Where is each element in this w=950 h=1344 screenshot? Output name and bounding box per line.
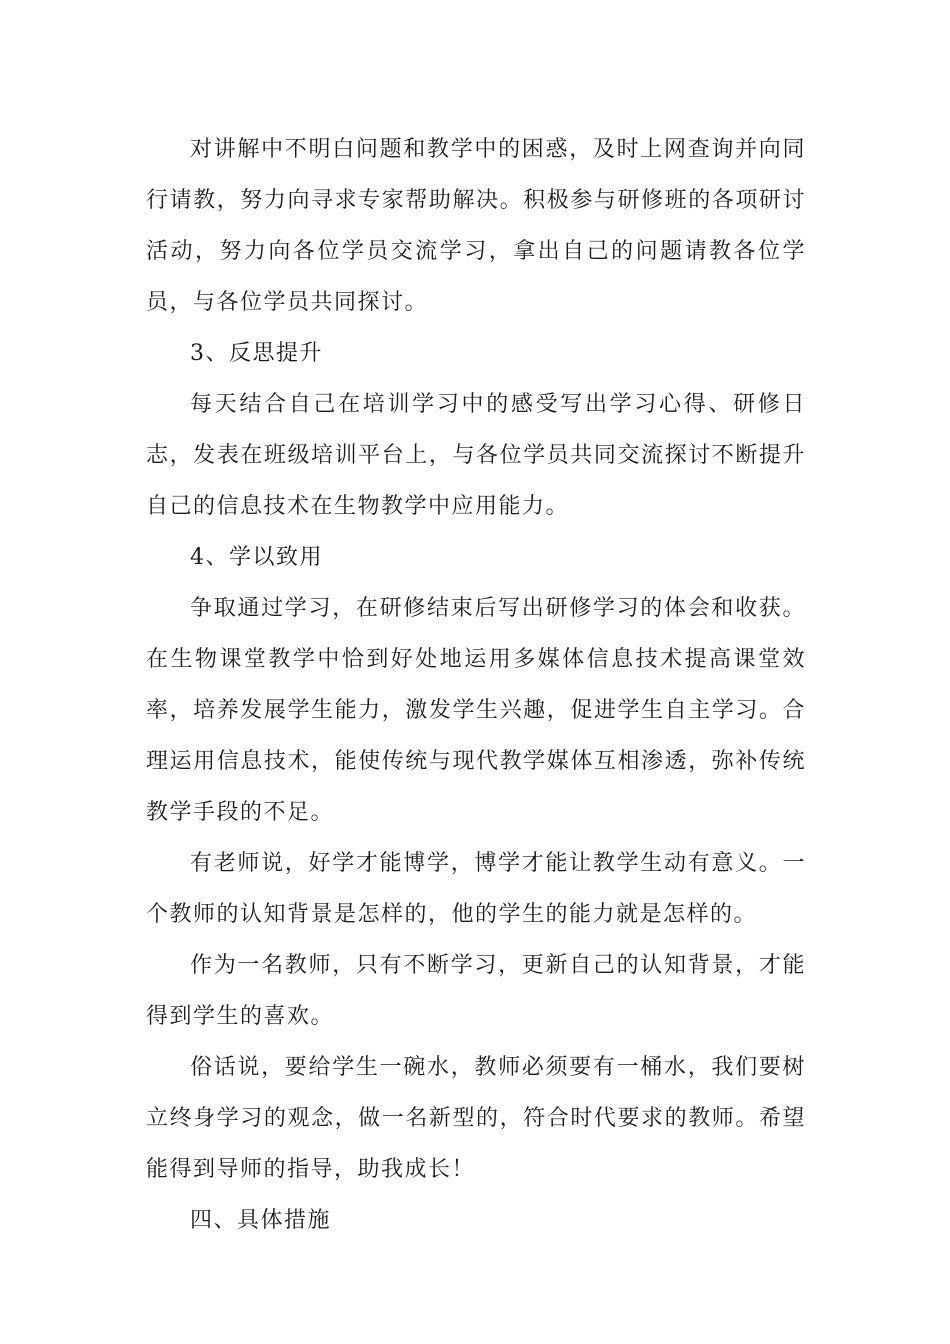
paragraph-keep-learning: 作为一名教师，只有不断学习，更新自己的认知背景，才能得到学生的喜欢。: [146, 953, 806, 1029]
paragraph-teacher-quote: 有老师说，好学才能博学，博学才能让教学生动有意义。一个教师的认知背景是怎样的，他的学生的能力就是怎样的。: [146, 851, 806, 927]
heading-reflect-improve: 3、反思提升: [190, 341, 323, 366]
heading-specific-measures: 四、具体措施: [190, 1208, 332, 1233]
paragraph-consult-experts: 对讲解中不明白问题和教学中的困惑，及时上网查询并向同行请教，努力向寻求专家帮助解决。积极参与研修班的各项研讨活动，努力向各位学员交流学习，拿出自己的问题请教各位学员，与各位学员共同探讨。: [146, 137, 806, 315]
paragraph-lifelong-learning: 俗话说，要给学生一碗水，教师必须要有一桶水，我们要树立终身学习的观念，做一名新型的，符合时代要求的教师。希望能得到导师的指导，助我成长！: [146, 1055, 806, 1182]
paragraph-daily-reflection: 每天结合自己在培训学习中的感受写出学习心得、研修日志，发表在班级培训平台上，与各位学员共同交流探讨不断提升自己的信息技术在生物教学中应用能力。: [146, 392, 806, 519]
paragraph-apply-multimedia: 争取通过学习，在研修结束后写出研修学习的体会和收获。在生物课堂教学中恰到好处地运用多媒体信息技术提高课堂效率，培养发展学生能力，激发学生兴趣，促进学生自主学习。合理运用信息技术，能使传统与现代教学媒体互相渗透，弥补传统教学手段的不足。: [146, 596, 806, 825]
heading-apply-learning: 4、学以致用: [190, 545, 323, 570]
document-body: [146, 124, 806, 1246]
